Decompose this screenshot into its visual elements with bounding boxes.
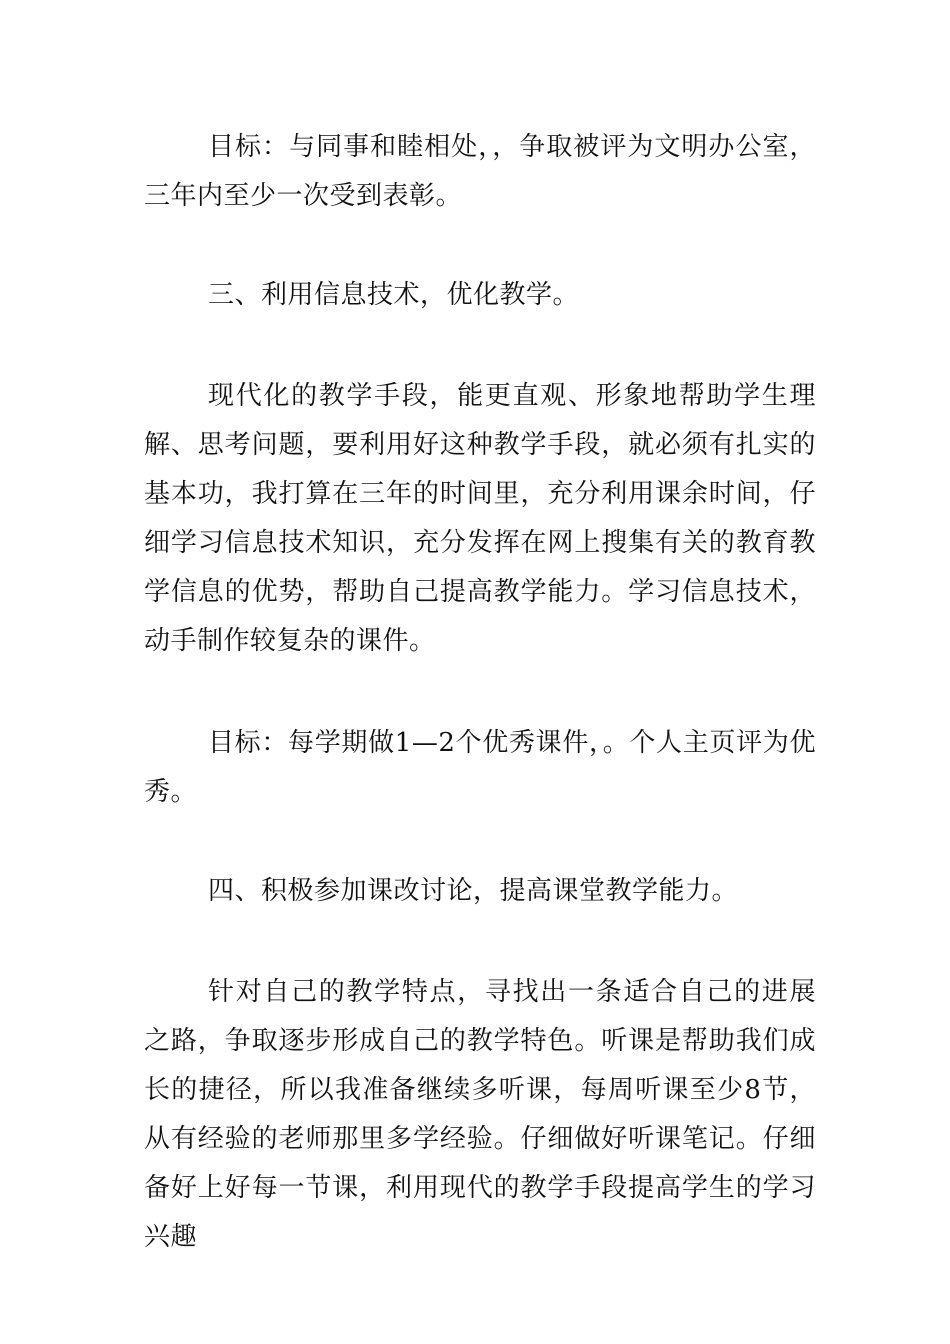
paragraph-teaching-features: 针对自己的教学特点，寻找出一条适合自己的进展之路，争取逐步形成自己的教学特色。听课是帮助我们成长的捷径，所以我准备继续多听课，每周听课至少8节，从有经验的老师那里多学经验。仔细做好听课笔记。仔细备好上好每一节课，利用现代的教学手段提高学生的学习兴趣	[144, 977, 816, 1252]
paragraph-goal-colleagues: 目标：与同事和睦相处，，争取被评为文明办公室，三年内至少一次受到表彰。	[144, 132, 816, 211]
section-heading-4: 四、积极参加课改讨论，提高课堂教学能力。	[208, 876, 739, 906]
paragraph-goal-courseware: 目标：每学期做1—2个优秀课件，。个人主页评为优秀。	[144, 728, 816, 807]
section-heading-3: 三、利用信息技术，优化教学。	[208, 280, 580, 310]
paragraph-information-technology: 现代化的教学手段，能更直观、形象地帮助学生理解、思考问题，要利用好这种教学手段，就必须有扎实的基本功，我打算在三年的时间里，充分利用课余时间，仔细学习信息技术知识，充分发挥在网上搜集有关的教育教学信息的优势，帮助自己提高教学能力。学习信息技术，动手制作较复杂的课件。	[144, 381, 816, 656]
